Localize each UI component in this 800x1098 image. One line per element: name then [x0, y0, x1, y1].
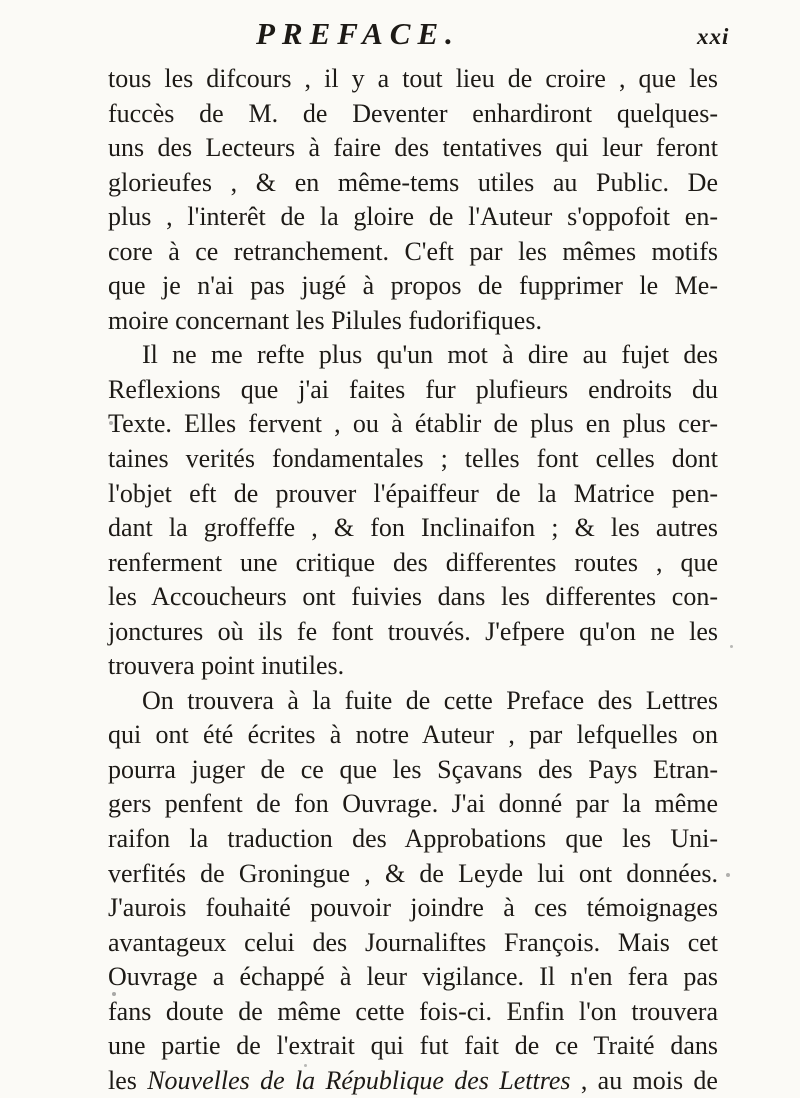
- text-line: trouvera point inutiles.: [108, 651, 345, 681]
- text-line: une partie de l'extrait qui fut fait de ce Traité dans: [108, 1031, 718, 1061]
- text-line: raifon la traduction des Approbations que les Uni-: [108, 824, 718, 854]
- text-line: moire concernant les Pilules fudorifiques.: [108, 305, 542, 335]
- text-line: qui ont été écrites à notre Auteur , par lefquelles on: [108, 720, 718, 750]
- text-line: fuccès de M. de Deventer enhardiront quelques-: [108, 98, 718, 128]
- ink-speck: [109, 421, 113, 425]
- italic-journal-title: Nouvelles de la République des Lettres: [147, 1065, 571, 1095]
- paragraph-3: [108, 684, 718, 1098]
- text-line: l'objet eft de prouver l'épaiffeur de la Matrice pen-: [108, 478, 718, 508]
- ink-speck: [112, 992, 116, 996]
- text-line: les Accoucheurs ont fuivies dans les differentes con-: [108, 582, 718, 612]
- text-line: J'aurois fouhaité pouvoir joindre à ces témoignages: [108, 893, 718, 923]
- text-line: renferment une critique des differentes routes , que: [108, 547, 718, 577]
- text-line: tous les difcours , il y a tout lieu de croire , que les: [108, 64, 718, 93]
- text-line: Reflexions que j'ai faites fur plufieurs endroits du: [108, 374, 718, 404]
- text-line: Texte. Elles fervent , ou à établir de plus en plus cer-: [108, 409, 718, 439]
- text-line: verfités de Groningue , & de Leyde lui ont données.: [108, 858, 718, 888]
- text-line: fans doute de même cette fois-ci. Enfin l'on trouvera: [108, 996, 718, 1026]
- ink-speck: [304, 1064, 307, 1067]
- text-line: avantageux celui des Journaliftes François. Mais cet: [108, 927, 718, 957]
- paragraph-1: [108, 62, 718, 338]
- ink-speck: [730, 645, 733, 648]
- text-line: plus , l'interêt de la gloire de l'Auteur s'oppofoit en-: [108, 202, 718, 232]
- text-line: que je n'ai pas jugé à propos de fupprimer le Me-: [108, 271, 718, 301]
- running-title: PREFACE.: [256, 16, 460, 51]
- body-text: [108, 62, 718, 1098]
- text-line: Il ne me refte plus qu'un mot à dire au fujet des: [142, 340, 718, 370]
- text-fragment: , au mois de: [570, 1065, 718, 1095]
- text-line: jonctures où ils fe font trouvés. J'efpere qu'on ne les: [108, 616, 718, 646]
- text-line: taines verités fondamentales ; telles font celles dont: [108, 444, 718, 474]
- text-line: uns des Lecteurs à faire des tentatives qui leur feront: [108, 133, 718, 163]
- text-line: core à ce retranchement. C'eft par les mêmes motifs: [108, 236, 718, 266]
- text-line: On trouvera à la fuite de cette Preface des Lettres: [142, 685, 718, 715]
- text-fragment: les: [108, 1065, 148, 1095]
- ink-speck: [726, 873, 730, 877]
- text-line: gers penfent de fon Ouvrage. J'ai donné par la même: [108, 789, 718, 819]
- text-line: pourra juger de ce que les Sçavans des Pays Etran-: [108, 754, 718, 784]
- text-line: glorieufes , & en même-tems utiles au Public. De: [108, 167, 718, 197]
- text-line: Ouvrage a échappé à leur vigilance. Il n'en fera pas: [108, 962, 718, 992]
- page-number: xxi: [697, 24, 730, 49]
- paragraph-2: [108, 338, 718, 683]
- text-line: dant la groffeffe , & fon Inclinaifon ; & les autres: [108, 513, 718, 543]
- page-header: [0, 16, 800, 56]
- final-text-line: [108, 1064, 718, 1098]
